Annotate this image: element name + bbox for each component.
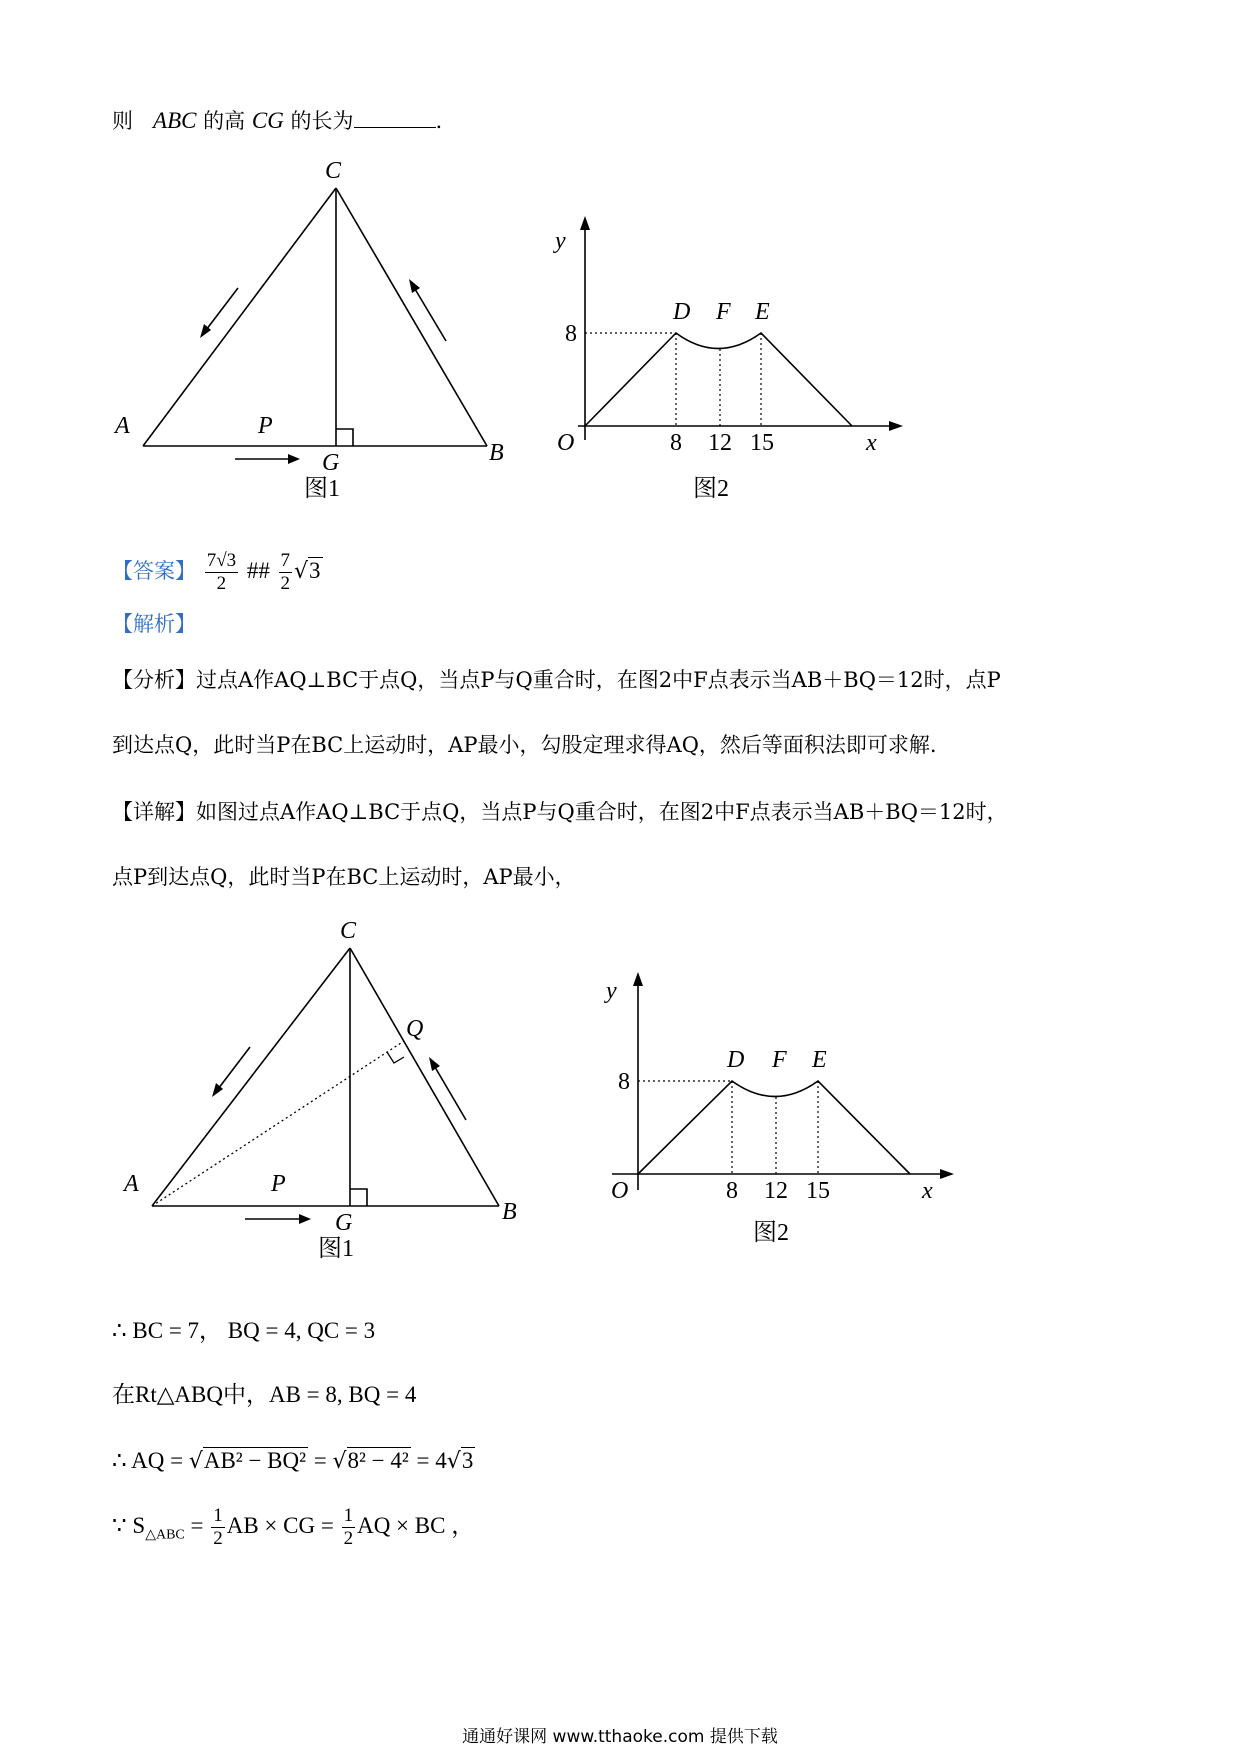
graph-curve bbox=[585, 333, 852, 426]
analysis-tag: 【解析】 bbox=[112, 612, 196, 636]
q-mid: 的高 bbox=[203, 109, 246, 133]
step4-half-2-num: 1 bbox=[343, 1505, 354, 1527]
step-1: ∴ BC = 7， BQ = 4, QC = 3 bbox=[112, 1318, 376, 1343]
step3-root3-sign: √ bbox=[446, 1449, 461, 1474]
xiangjie-label: 【详解】 bbox=[112, 800, 196, 824]
label-a-b: A bbox=[124, 1171, 139, 1197]
figure-bottom bbox=[0, 910, 1240, 1280]
y-axis-b-arrow bbox=[633, 972, 643, 986]
q-prefix: 则 bbox=[112, 109, 133, 133]
step4-end: AQ × BC ， bbox=[357, 1513, 475, 1538]
step3-lhs: ∴ AQ = bbox=[112, 1448, 184, 1473]
step4-lhs: ∵ S bbox=[112, 1513, 146, 1538]
answer-root-val: 3 bbox=[309, 558, 321, 583]
page-footer: 通通好课网 www.tthaoke.com 提供下载 bbox=[462, 1727, 778, 1747]
step4-mid: AB × CG = bbox=[226, 1513, 334, 1538]
answer-sep: ## bbox=[246, 558, 270, 583]
step-2: 在Rt△ABQ中，AB = 8, BQ = 4 bbox=[112, 1382, 417, 1407]
label-g: G bbox=[322, 450, 340, 476]
triangle-figure-1b bbox=[152, 948, 499, 1224]
fenxi-label: 【分析】 bbox=[112, 668, 196, 692]
fenxi-line-1 bbox=[112, 665, 1001, 695]
step3-root2: 8² − 4² bbox=[347, 1448, 409, 1473]
step4-half-2 bbox=[342, 1505, 356, 1550]
answer-blank bbox=[354, 107, 436, 128]
answer-frac1-den: 2 bbox=[216, 573, 227, 594]
step4-half-1-den: 2 bbox=[213, 1528, 223, 1550]
answer-frac2 bbox=[279, 550, 293, 595]
step4-half-1 bbox=[211, 1505, 225, 1550]
y-axis-arrow bbox=[580, 216, 590, 230]
answer-tag: 【答案】 bbox=[112, 559, 196, 583]
label-b-b: B bbox=[502, 1199, 517, 1225]
label-a: A bbox=[115, 413, 130, 439]
label-p-b: P bbox=[271, 1171, 286, 1197]
fig1-caption: 图1 bbox=[304, 476, 340, 502]
xiangjie-line-1 bbox=[112, 797, 1008, 827]
point-e-label-b: E bbox=[812, 1047, 827, 1073]
fig2-caption-b: 图2 bbox=[753, 1220, 789, 1246]
axis-label-x: x bbox=[866, 430, 877, 456]
point-d-label-b: D bbox=[727, 1047, 745, 1073]
step-3 bbox=[112, 1446, 475, 1477]
tick-y8: 8 bbox=[565, 321, 577, 347]
graph-curve-b bbox=[638, 1081, 910, 1174]
axis-label-y-b: y bbox=[606, 978, 617, 1004]
q-suffix: 的长为 bbox=[290, 109, 354, 133]
step3-root1-sign: √ bbox=[188, 1449, 203, 1474]
answer-frac1 bbox=[205, 550, 238, 595]
fenxi-line-2: 到达点Q，此时当P在BC上运动时，AP最小，勾股定理求得AQ，然后等面积法即可求解. bbox=[112, 733, 937, 757]
step4-half-2-den: 2 bbox=[343, 1528, 354, 1550]
tick-x15: 15 bbox=[750, 430, 774, 456]
q-tri: ABC bbox=[153, 108, 197, 133]
tick-x15-b: 15 bbox=[806, 1178, 830, 1204]
axis-label-x-b: x bbox=[922, 1178, 933, 1204]
xiangjie-line-2: 点P到达点Q，此时当P在BC上运动时，AP最小， bbox=[112, 865, 576, 889]
step3-root3: 3 bbox=[461, 1448, 474, 1473]
arrow-bc-head bbox=[409, 279, 420, 293]
step3-root1: AB² − BQ² bbox=[203, 1448, 307, 1473]
point-d-label: D bbox=[673, 299, 691, 325]
tick-x8: 8 bbox=[670, 430, 682, 456]
step4-half-1-num: 1 bbox=[213, 1505, 223, 1527]
right-angle-mark bbox=[336, 429, 353, 446]
x-axis-b-arrow bbox=[940, 1169, 954, 1179]
answer-frac1-num: 7√3 bbox=[206, 550, 237, 571]
arrow-bc bbox=[412, 284, 446, 341]
fig2-caption: 图2 bbox=[693, 476, 729, 502]
point-f-label-b: F bbox=[772, 1047, 787, 1073]
graph-figure-2 bbox=[578, 216, 903, 440]
point-e-label: E bbox=[755, 299, 770, 325]
origin-label: O bbox=[557, 430, 575, 456]
step3-eq: = bbox=[313, 1448, 327, 1473]
x-axis-arrow bbox=[889, 421, 903, 431]
answer-frac2-den: 2 bbox=[280, 573, 290, 594]
point-f-label: F bbox=[716, 299, 731, 325]
q-cg: CG bbox=[251, 108, 284, 133]
side-ac-b bbox=[152, 948, 350, 1206]
fig1-caption-b: 图1 bbox=[318, 1236, 354, 1262]
side-ac bbox=[143, 188, 336, 446]
figure-top bbox=[0, 150, 1240, 520]
step4-sub: △ABC bbox=[145, 1527, 185, 1543]
tick-x12: 12 bbox=[708, 430, 732, 456]
tick-y8-b: 8 bbox=[618, 1069, 630, 1095]
side-bc-b bbox=[350, 948, 499, 1206]
graph-figure-2b bbox=[612, 972, 954, 1190]
question-line bbox=[112, 106, 442, 136]
side-bc bbox=[336, 188, 487, 446]
step4-eq: = bbox=[184, 1513, 204, 1538]
tick-x12-b: 12 bbox=[764, 1178, 788, 1204]
step-4 bbox=[112, 1500, 474, 1562]
answer-root-sign: √ bbox=[294, 559, 309, 584]
answer-frac2-num: 7 bbox=[280, 550, 290, 571]
triangle-figure-1 bbox=[143, 188, 487, 464]
right-angle-mark-q bbox=[387, 1052, 404, 1063]
label-c: C bbox=[325, 158, 342, 184]
label-p: P bbox=[258, 413, 273, 439]
arrow-ab-head bbox=[288, 454, 300, 464]
step3-result: = 4 bbox=[416, 1448, 447, 1473]
q-end: . bbox=[435, 109, 443, 133]
tick-x8-b: 8 bbox=[726, 1178, 738, 1204]
axis-label-y: y bbox=[555, 228, 566, 254]
arrow-ab-b-head bbox=[299, 1214, 311, 1224]
label-q-b: Q bbox=[406, 1016, 424, 1042]
xiangjie-text-1: 如图过点A作AQ⊥BC于点Q，当点P与Q重合时，在图2中F点表示当AB＋BQ＝12时， bbox=[196, 800, 1008, 824]
origin-label-b: O bbox=[611, 1178, 629, 1204]
answer-line bbox=[112, 545, 323, 598]
arrow-bc-b-head bbox=[429, 1057, 440, 1071]
label-b: B bbox=[489, 440, 504, 466]
fenxi-text-1: 过点A作AQ⊥BC于点Q，当点P与Q重合时，在图2中F点表示当AB＋BQ＝12时，点P bbox=[196, 668, 1001, 692]
arrow-bc-b bbox=[432, 1062, 466, 1120]
right-angle-mark-g bbox=[350, 1189, 367, 1206]
step3-root2-sign: √ bbox=[332, 1449, 347, 1474]
label-g-b: G bbox=[335, 1210, 353, 1236]
label-c-b: C bbox=[340, 918, 357, 944]
